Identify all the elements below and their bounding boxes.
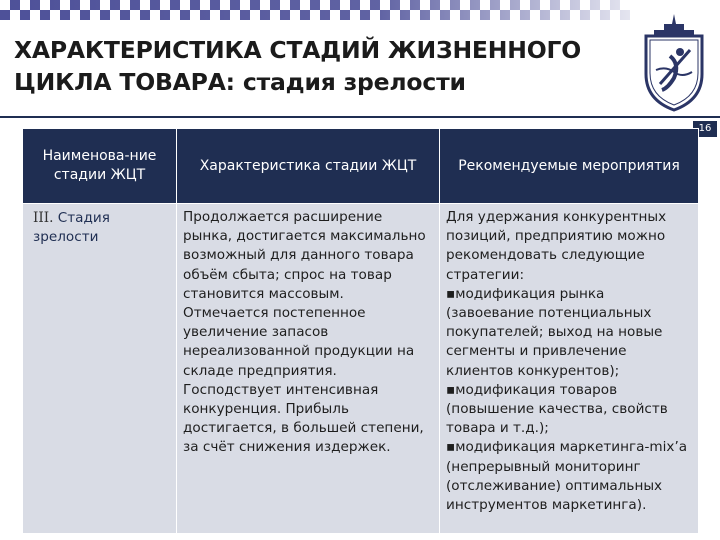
recommendations-cell (440, 204, 699, 534)
lifecycle-table (22, 128, 699, 534)
slide-title (14, 34, 634, 98)
table-header-row (23, 129, 699, 204)
title-line-1: ХАРАКТЕРИСТИКА СТАДИЙ ЖИЗНЕННОГО (14, 36, 582, 64)
checkered-band-fade (0, 0, 630, 20)
table-row (23, 204, 699, 534)
slide-number: 16 (693, 121, 717, 137)
recommendation-item: ▪модификация товаров (повышение качества, свойств товара и т.д.); (446, 381, 668, 437)
recommendation-item: ▪модификация рынка (завоевание потенциальных покупателей; выход на новые сегменты и привлечение клиентов конкурентов); (446, 285, 663, 379)
header-recommendations: Рекомендуемые мероприятия (440, 129, 699, 204)
stage-numeral: III. (33, 210, 54, 226)
header-stage-name: Наименова-ние стадии ЖЦТ (23, 129, 177, 204)
stage-name: Стадия зрелости (33, 210, 110, 246)
recommendations-intro: Для удержания конкурентных позиций, предприятию можно рекомендовать следующие стратегии: (446, 209, 667, 283)
title-line-2-rest: стадия зрелости (234, 68, 466, 96)
header-characteristic: Характеристика стадии ЖЦТ (177, 129, 440, 204)
stage-name-cell (23, 204, 177, 534)
recommendation-item: ▪модификация маркетинга-mix’а (непрерывный мониторинг (отслеживание) оптимальных инструментов маркетинга). (446, 439, 688, 514)
title-line-2-bold: ЦИКЛА ТОВАРА: (14, 68, 235, 96)
title-divider (0, 116, 720, 118)
university-emblem-icon (640, 10, 708, 114)
characteristic-cell: Продолжается расширение рынка, достигается максимально возможный для данного товара объём сбыта; спрос на товар становится массовым. Отмечается постепенное увеличение запасов нереализованной продукции на складе предприятия. Господствует интенсивная конкуренция. Прибыль достигается, в большей степени, за счёт снижения издержек. (177, 204, 440, 534)
